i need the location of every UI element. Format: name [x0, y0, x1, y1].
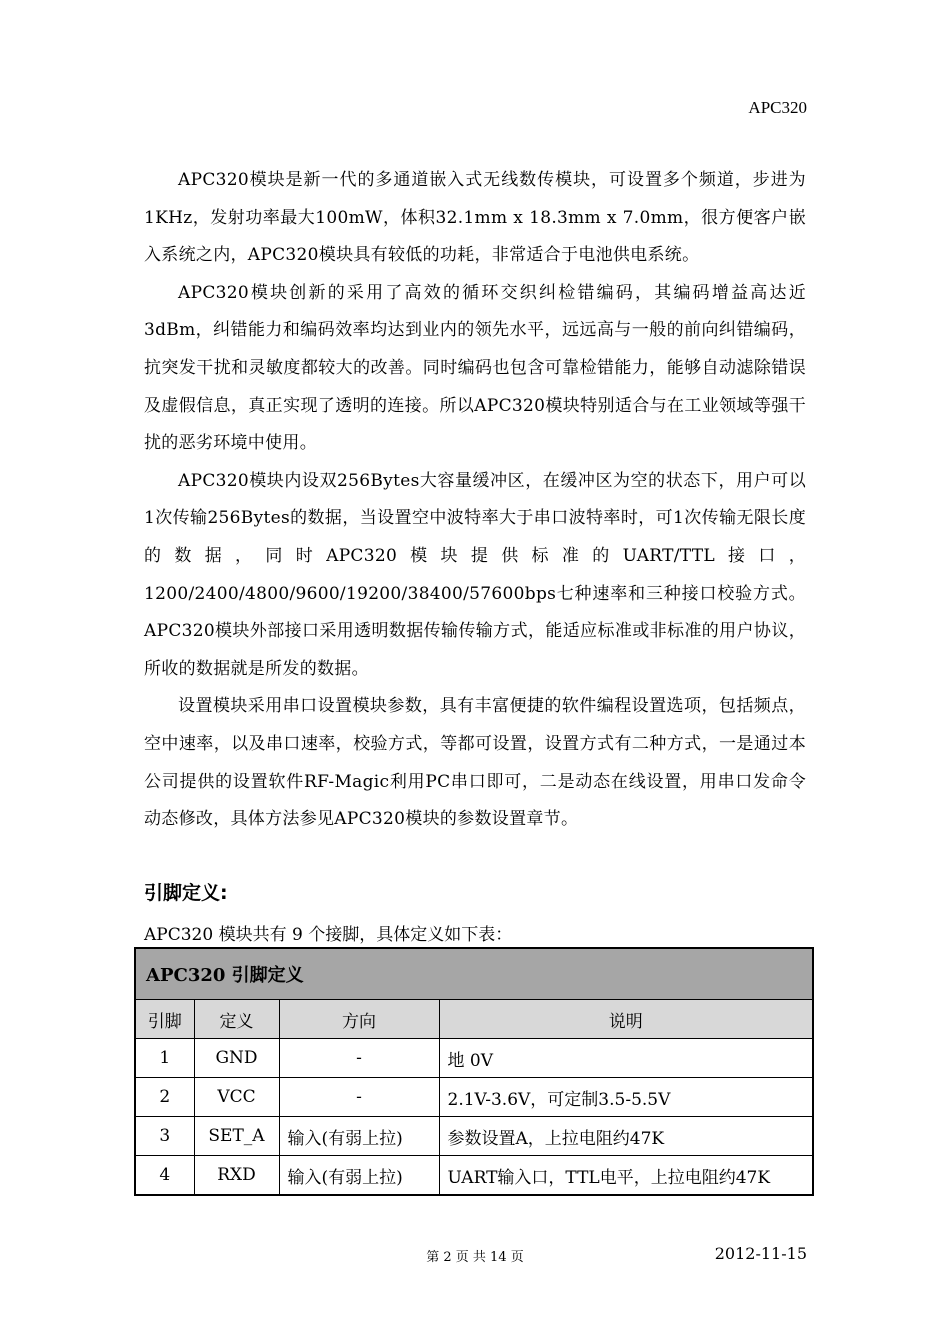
column-header-direction: 方向: [279, 1000, 439, 1039]
pin-direction: 输入(有弱上拉): [279, 1117, 439, 1156]
table-row: [135, 1078, 813, 1117]
paragraph-buffer-interface: APC320模块内设双256Bytes大容量缓冲区，在缓冲区为空的状态下，用户可以1次传输256Bytes的数据，当设置空中波特率大于串口波特率时，可1次传输无限长度的数据，同时APC320模块提供标准的UART/TTL接口，1200/2400/4800/9600/19200/38400/57600bps七种速率和三种接口校验方式。APC320模块外部接口采用透明数据传输传输方式，能适应标准或非标准的用户协议，所收的数据就是所发的数据。: [144, 470, 806, 679]
pin-number: 3: [135, 1117, 194, 1156]
paragraph-error-correction: APC320模块创新的采用了高效的循环交织纠检错编码，其编码增益高达近3dBm，纠错能力和编码效率均达到业内的领先水平，远远高与一般的前向纠错编码，抗突发干扰和灵敏度都较大的改善。同时编码也包含可靠检错能力，能够自动滤除错误及虚假信息，真正实现了透明的连接。所以APC320模块特别适合与在工业领域等强干扰的恶劣环境中使用。: [144, 282, 806, 454]
paragraph-configuration: 设置模块采用串口设置模块参数，具有丰富便捷的软件编程设置选项，包括频点，空中速率，以及串口速率，校验方式，等都可设置，设置方式有二种方式，一是通过本公司提供的设置软件RF-Magic利用PC串口即可，二是动态在线设置，用串口发命令动态修改，具体方法参见APC320模块的参数设置章节。: [144, 696, 806, 830]
pin-description: UART输入口，TTL电平，上拉电阻约47K: [439, 1156, 813, 1196]
pin-direction: -: [279, 1039, 439, 1078]
pin-table-intro: APC320 模块共有 9 个接脚，具体定义如下表：: [144, 925, 513, 945]
page-number: 第 2 页 共 14 页: [426, 1250, 524, 1265]
pin-description: 参数设置A，上拉电阻约47K: [439, 1117, 813, 1156]
pin-number: 2: [135, 1078, 194, 1117]
pin-description: 2.1V-3.6V，可定制3.5-5.5V: [439, 1078, 813, 1117]
pin-direction: 输入(有弱上拉): [279, 1156, 439, 1196]
column-header-pin: 引脚: [135, 1000, 194, 1039]
table-title-row: [135, 948, 813, 1000]
section-heading-pin-definition: 引脚定义:: [144, 882, 228, 904]
pin-definition: RXD: [194, 1156, 279, 1196]
body-text: [144, 162, 806, 839]
footer-date: 2012-11-15: [714, 1244, 807, 1263]
pin-definition-table: [134, 947, 814, 1196]
pin-direction: -: [279, 1078, 439, 1117]
pin-definition: SET_A: [194, 1117, 279, 1156]
page-header-doc-id: APC320: [748, 98, 807, 117]
pin-definition: VCC: [194, 1078, 279, 1117]
pin-number: 1: [135, 1039, 194, 1078]
column-header-description: 说明: [439, 1000, 813, 1039]
pin-description: 地 0V: [439, 1039, 813, 1078]
paragraph-overview: APC320模块是新一代的多通道嵌入式无线数传模块，可设置多个频道，步进为1KHz，发射功率最大100mW，体积32.1mm x 18.3mm x 7.0mm，很方便客户嵌入系统之内，APC320模块具有较低的功耗，非常适合于电池供电系统。: [144, 170, 806, 266]
table-header-row: [135, 1000, 813, 1039]
pin-definition: GND: [194, 1039, 279, 1078]
pin-number: 4: [135, 1156, 194, 1196]
table-row: [135, 1039, 813, 1078]
table-row: [135, 1156, 813, 1196]
table-row: [135, 1117, 813, 1156]
column-header-definition: 定义: [194, 1000, 279, 1039]
table-title: APC320 引脚定义: [135, 948, 813, 1000]
